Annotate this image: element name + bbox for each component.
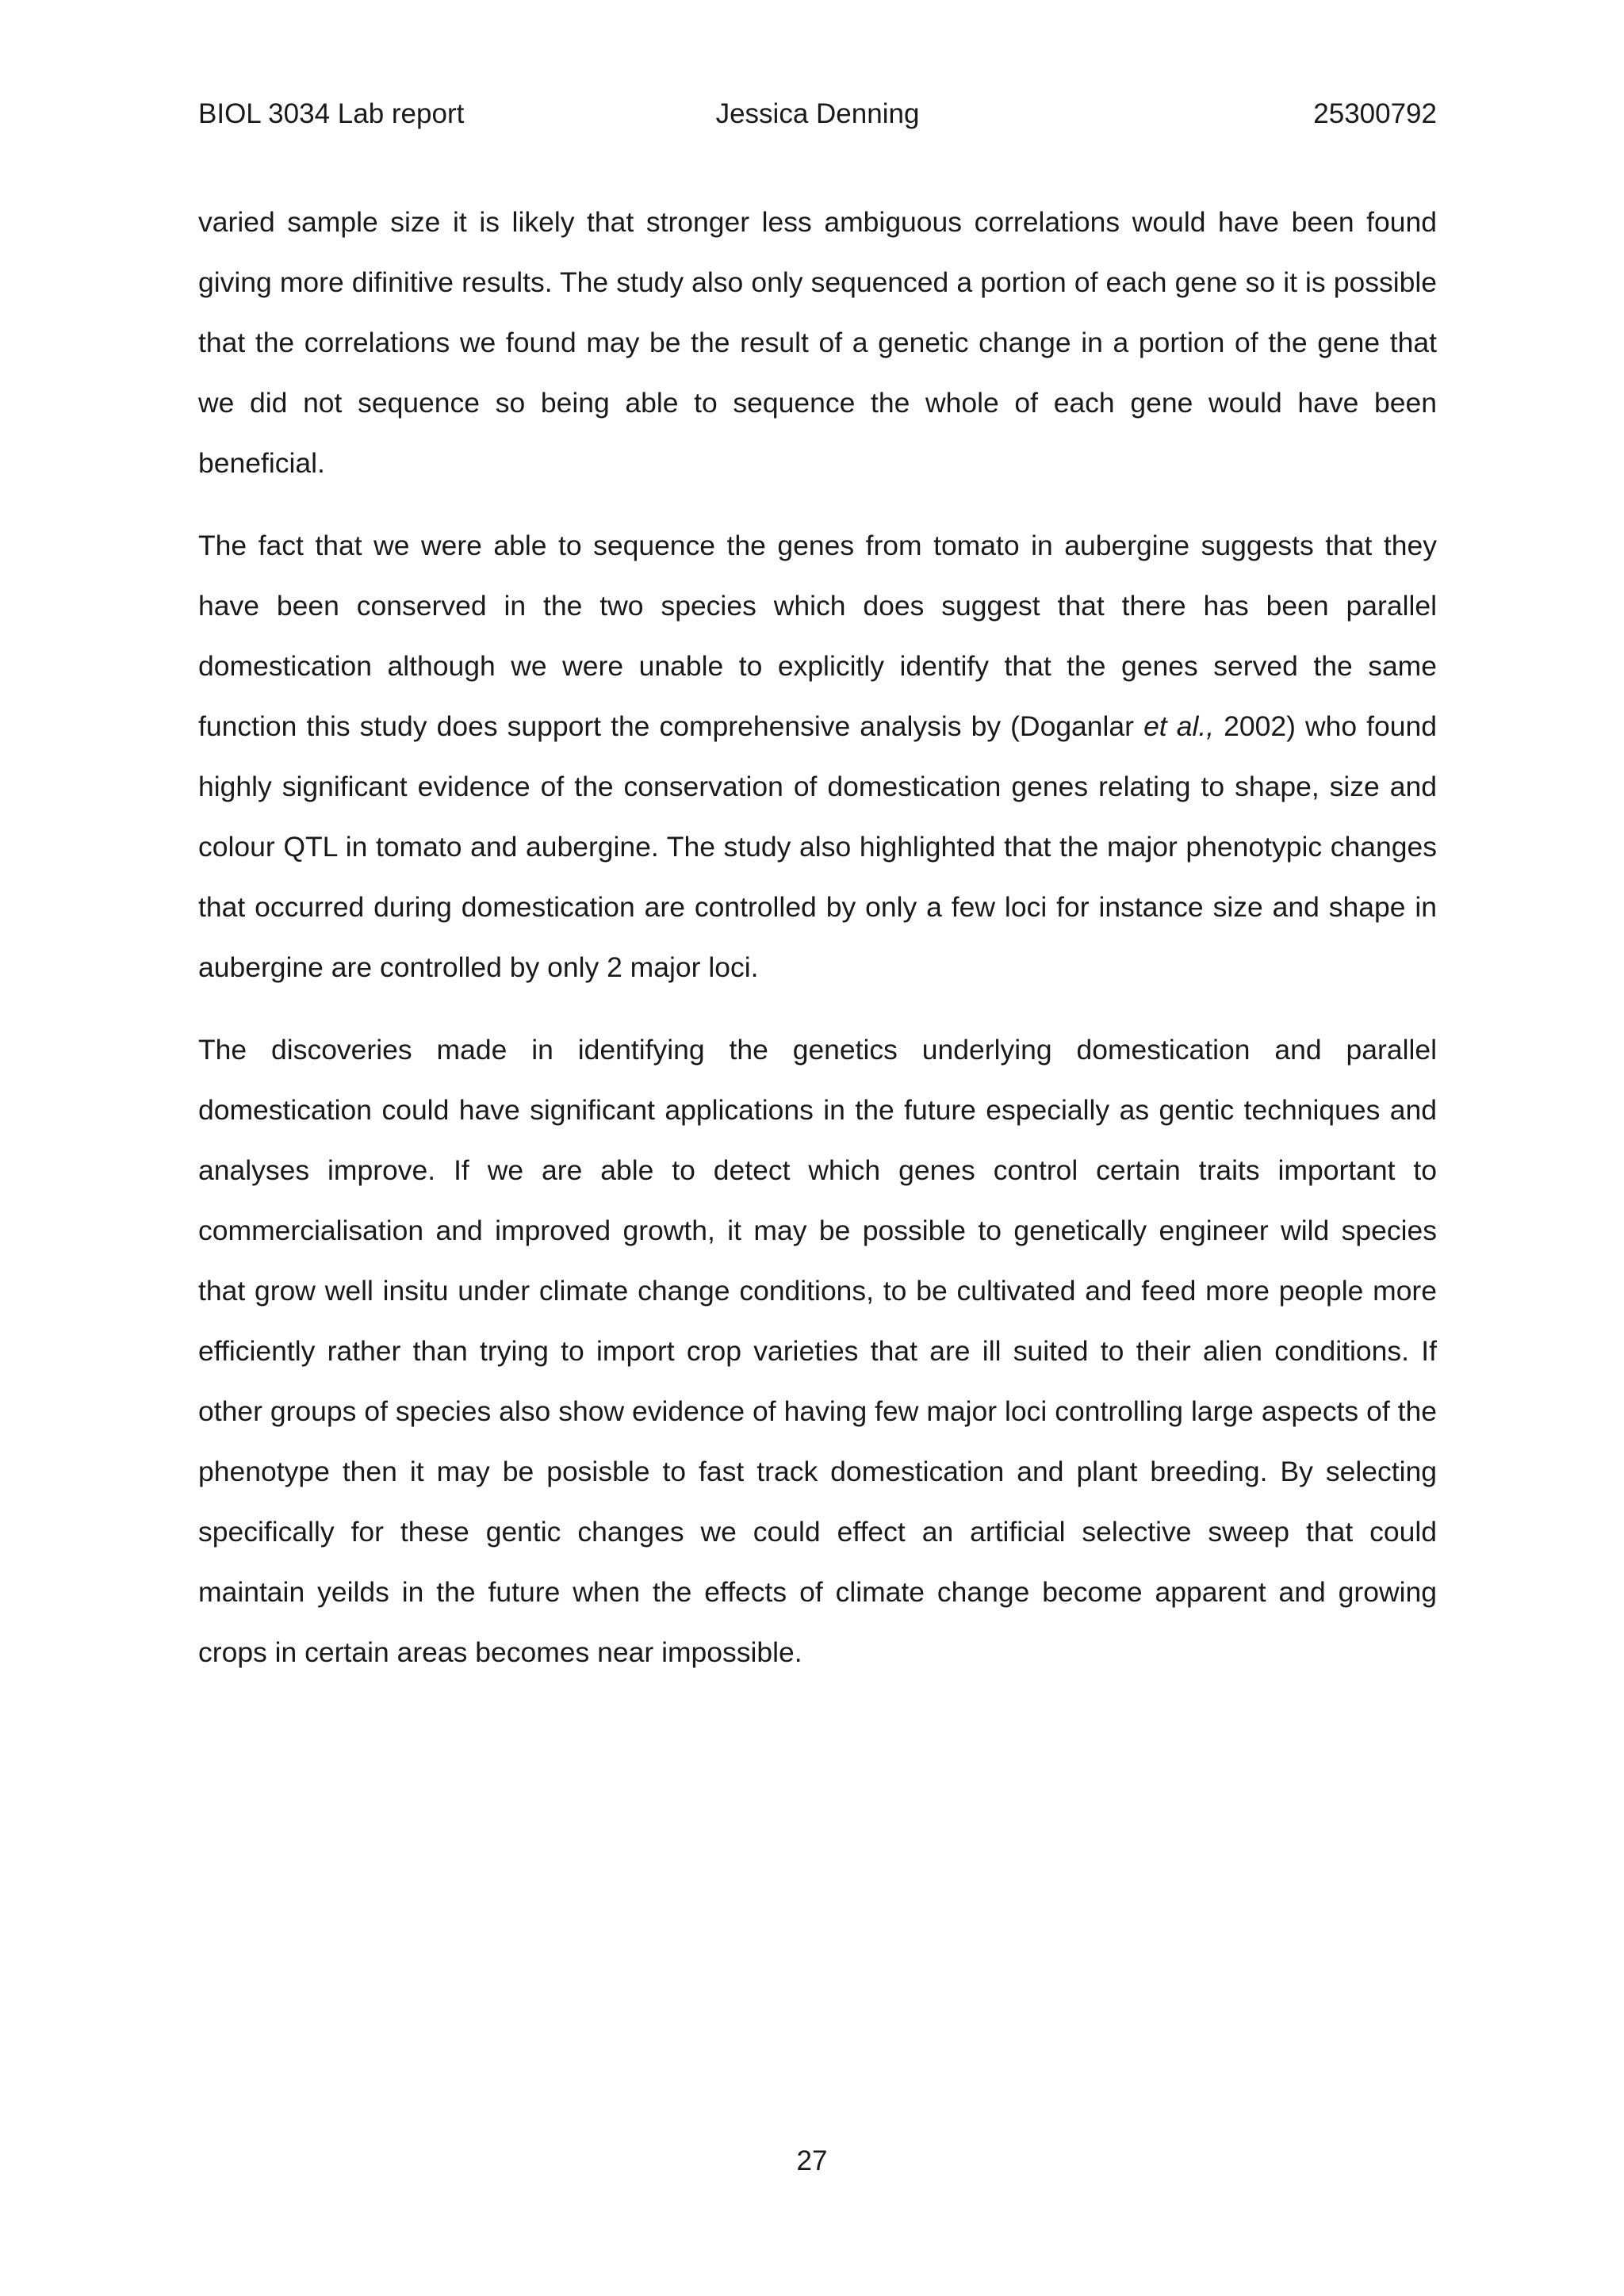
body-text bbox=[198, 192, 1437, 1705]
header-course: BIOL 3034 Lab report bbox=[198, 98, 465, 129]
page-footer bbox=[0, 2144, 1624, 2179]
paragraph-2-text-before: The fact that we were able to sequence the genes from tomato in aubergine suggests that they have been conserved in the two species which does suggest that there has been parallel domestication although we were unable to explicitly identify that the genes served the same function this study does support the comprehensive analysis by (Doganlar bbox=[198, 530, 1437, 742]
page-number: 27 bbox=[796, 2145, 828, 2176]
paragraph-2 bbox=[198, 515, 1437, 997]
paragraph-2-citation-italic: et al., bbox=[1143, 710, 1215, 742]
paragraph-3: The discoveries made in identifying the genetics underlying domestication and parallel domestication could have significant applications in the future especially as gentic techniques and analyses improve. If we are able to detect which genes control certain traits important to commercialisation and improved growth, it may be possible to genetically engineer wild species that grow well insitu under climate change conditions, to be cultivated and feed more people more efficiently rather than trying to import crop varieties that are ill suited to their alien conditions. If other groups of species also show evidence of having few major loci controlling large aspects of the phenotype then it may be posisble to fast track domestication and plant breeding. By selecting specifically for these gentic changes we could effect an artificial selective sweep that could maintain yeilds in the future when the effects of climate change become apparent and growing crops in certain areas becomes near impossible. bbox=[198, 1034, 1437, 1668]
page-header bbox=[198, 97, 1437, 132]
header-author: Jessica Denning bbox=[715, 98, 920, 129]
paragraph-2-text-after: 2002) who found highly significant evidence of the conservation of domestication genes relating to shape, size and colour QTL in tomato and aubergine. The study also highlighted that the major phenotypic changes that occurred during domestication are controlled by only a few loci for instance size and shape in aubergine are controlled by only 2 major loci. bbox=[198, 710, 1437, 983]
paragraph-1: varied sample size it is likely that stronger less ambiguous correlations would have been found giving more difinitive results. The study also only sequenced a portion of each gene so it is possible that the correlations we found may be the result of a genetic change in a portion of the gene that we did not sequence so being able to sequence the whole of each gene would have been beneficial. bbox=[198, 206, 1437, 479]
header-student-id: 25300792 bbox=[1313, 98, 1437, 129]
